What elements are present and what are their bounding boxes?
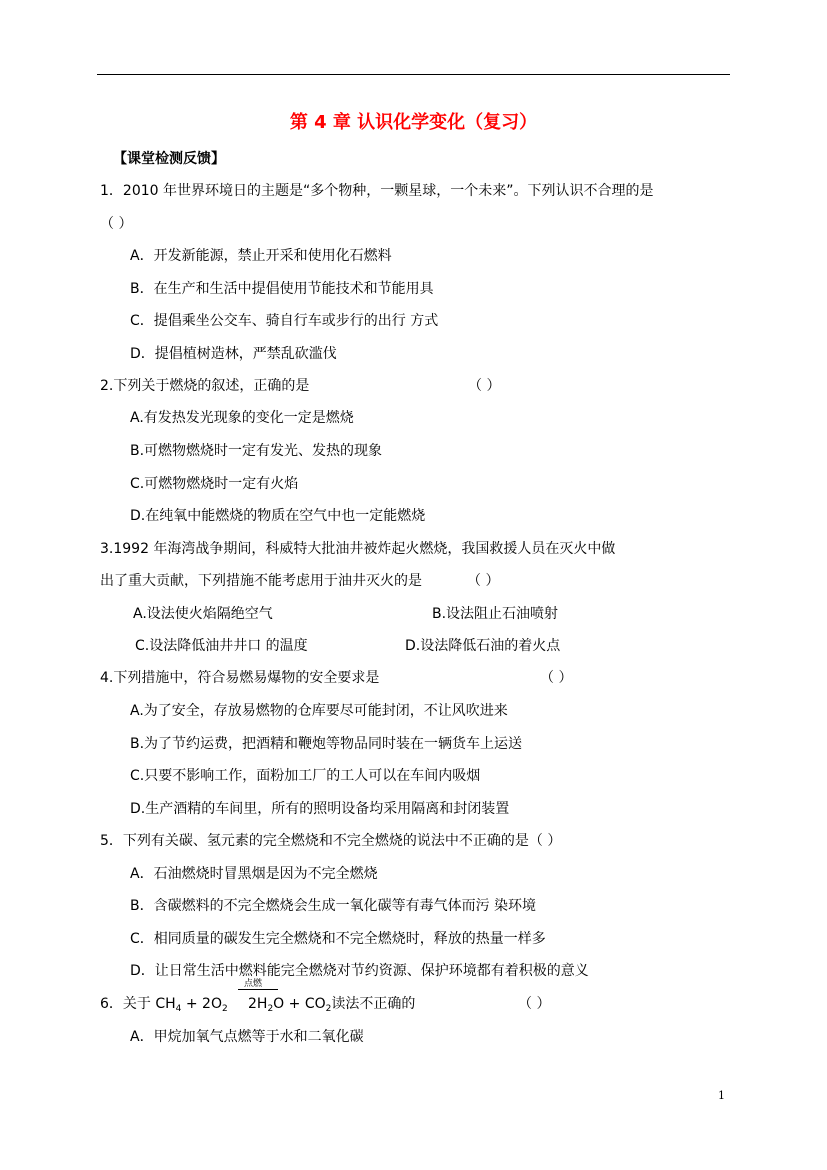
q4-option-d: D.生产酒精的车间里，所有的照明设备均采用隔离和封闭装置 [130,801,510,817]
q4-option-a: A.为了安全，存放易燃物的仓库要尽可能封闭，不让风吹进来 [130,703,508,719]
q1-option-a: A．开发新能源，禁止开采和使用化石燃料 [130,248,392,264]
q1-option-d: D．提倡植树造林，严禁乱砍滥伐 [130,346,337,362]
chapter-title: 第 4 章 认识化学变化（复习） [289,112,538,133]
q6-reaction-condition: 点燃 [244,979,263,989]
q4-stem: 4.下列措施中，符合易燃易爆物的安全要求是 [100,670,380,686]
q3-option-b: B.设法阻止石油喷射 [432,606,559,622]
q1-answer-paren: （ ） [100,216,133,232]
q6-sub-h2o: 2 [267,1004,274,1014]
q2-answer-paren: （ ） [468,378,501,394]
q3-option-a: A.设法使火焰隔绝空气 [133,606,273,622]
q4-answer-paren: （ ） [540,670,573,686]
q5-option-d: D．让日常生活中燃料能完全燃烧对节约资源、保护环境都有着积极的意义 [130,963,589,979]
page-number: 1 [718,1089,725,1102]
q2-option-d: D.在纯氧中能燃烧的物质在空气中也一定能燃烧 [130,508,426,524]
q6-text-h2o: 2H [248,996,268,1012]
q5-option-c: C．相同质量的碳发生完全燃烧和不完全燃烧时，释放的热量一样多 [130,931,546,947]
q6-sub-co2: 2 [325,1004,332,1014]
q6-text-suffix: 读法不正确的 [331,996,416,1012]
q6-stem-prefix [100,994,228,1016]
q6-sub-ch4: 4 [175,1004,182,1014]
q6-text-h2o-o: O [273,996,285,1012]
q3-option-c: C.设法降低油井井口 的温度 [135,638,308,654]
q3-stem-line2: 出了重大贡献，下列措施不能考虑用于油井灭火的是 [100,573,422,589]
q1-option-c: C．提倡乘坐公交车、骑自行车或步行的出行 方式 [130,313,439,329]
q5-stem: 5．下列有关碳、氢元素的完全燃烧和不完全燃烧的说法中不正确的是（ ） [100,833,562,849]
q2-option-a: A.有发热发光现象的变化一定是燃烧 [130,410,354,426]
section-heading: 【课堂检测反馈】 [113,151,225,167]
q4-option-c: C.只要不影响工作，面粉加工厂的工人可以在车间内吸烟 [130,768,481,784]
q6-sub-o2: 2 [221,1004,228,1014]
q6-reaction-arrow [238,989,278,990]
q2-option-c: C.可燃物燃烧时一定有火焰 [130,476,299,492]
q1-option-b: B．在生产和生活中提倡使用节能技术和节能用具 [130,281,434,297]
q2-option-b: B.可燃物燃烧时一定有发光、发热的现象 [130,443,383,459]
q2-stem: 2.下列关于燃烧的叙述，正确的是 [100,378,310,394]
q5-option-b: B．含碳燃料的不完全燃烧会生成一氧化碳等有毒气体而污 染环境 [130,898,537,914]
header-rule [97,74,730,75]
q6-stem-products [248,994,415,1016]
q3-option-d: D.设法降低石油的着火点 [405,638,561,654]
q6-text-co2: + CO [284,996,326,1012]
q1-stem: 1．2010 年世界环境日的主题是“多个物种，一颗星球，一个未来”。下列认识不合理的是 [100,183,654,199]
q5-option-a: A．石油燃烧时冒黑烟是因为不完全燃烧 [130,866,378,882]
q6-answer-paren: （ ） [518,996,551,1012]
q3-answer-paren: （ ） [467,573,500,589]
q6-option-a: A．甲烷加氧气点燃等于水和二氧化碳 [130,1029,364,1045]
q4-option-b: B.为了节约运费，把酒精和鞭炮等物品同时装在一辆货车上运送 [130,736,523,752]
q6-text-prefix: 6．关于 CH [100,996,176,1012]
q3-stem-line1: 3.1992 年海湾战争期间，科威特大批油井被炸起火燃烧，我国救援人员在灭火中做 [100,541,616,557]
q6-text-o2: + 2O [181,996,222,1012]
